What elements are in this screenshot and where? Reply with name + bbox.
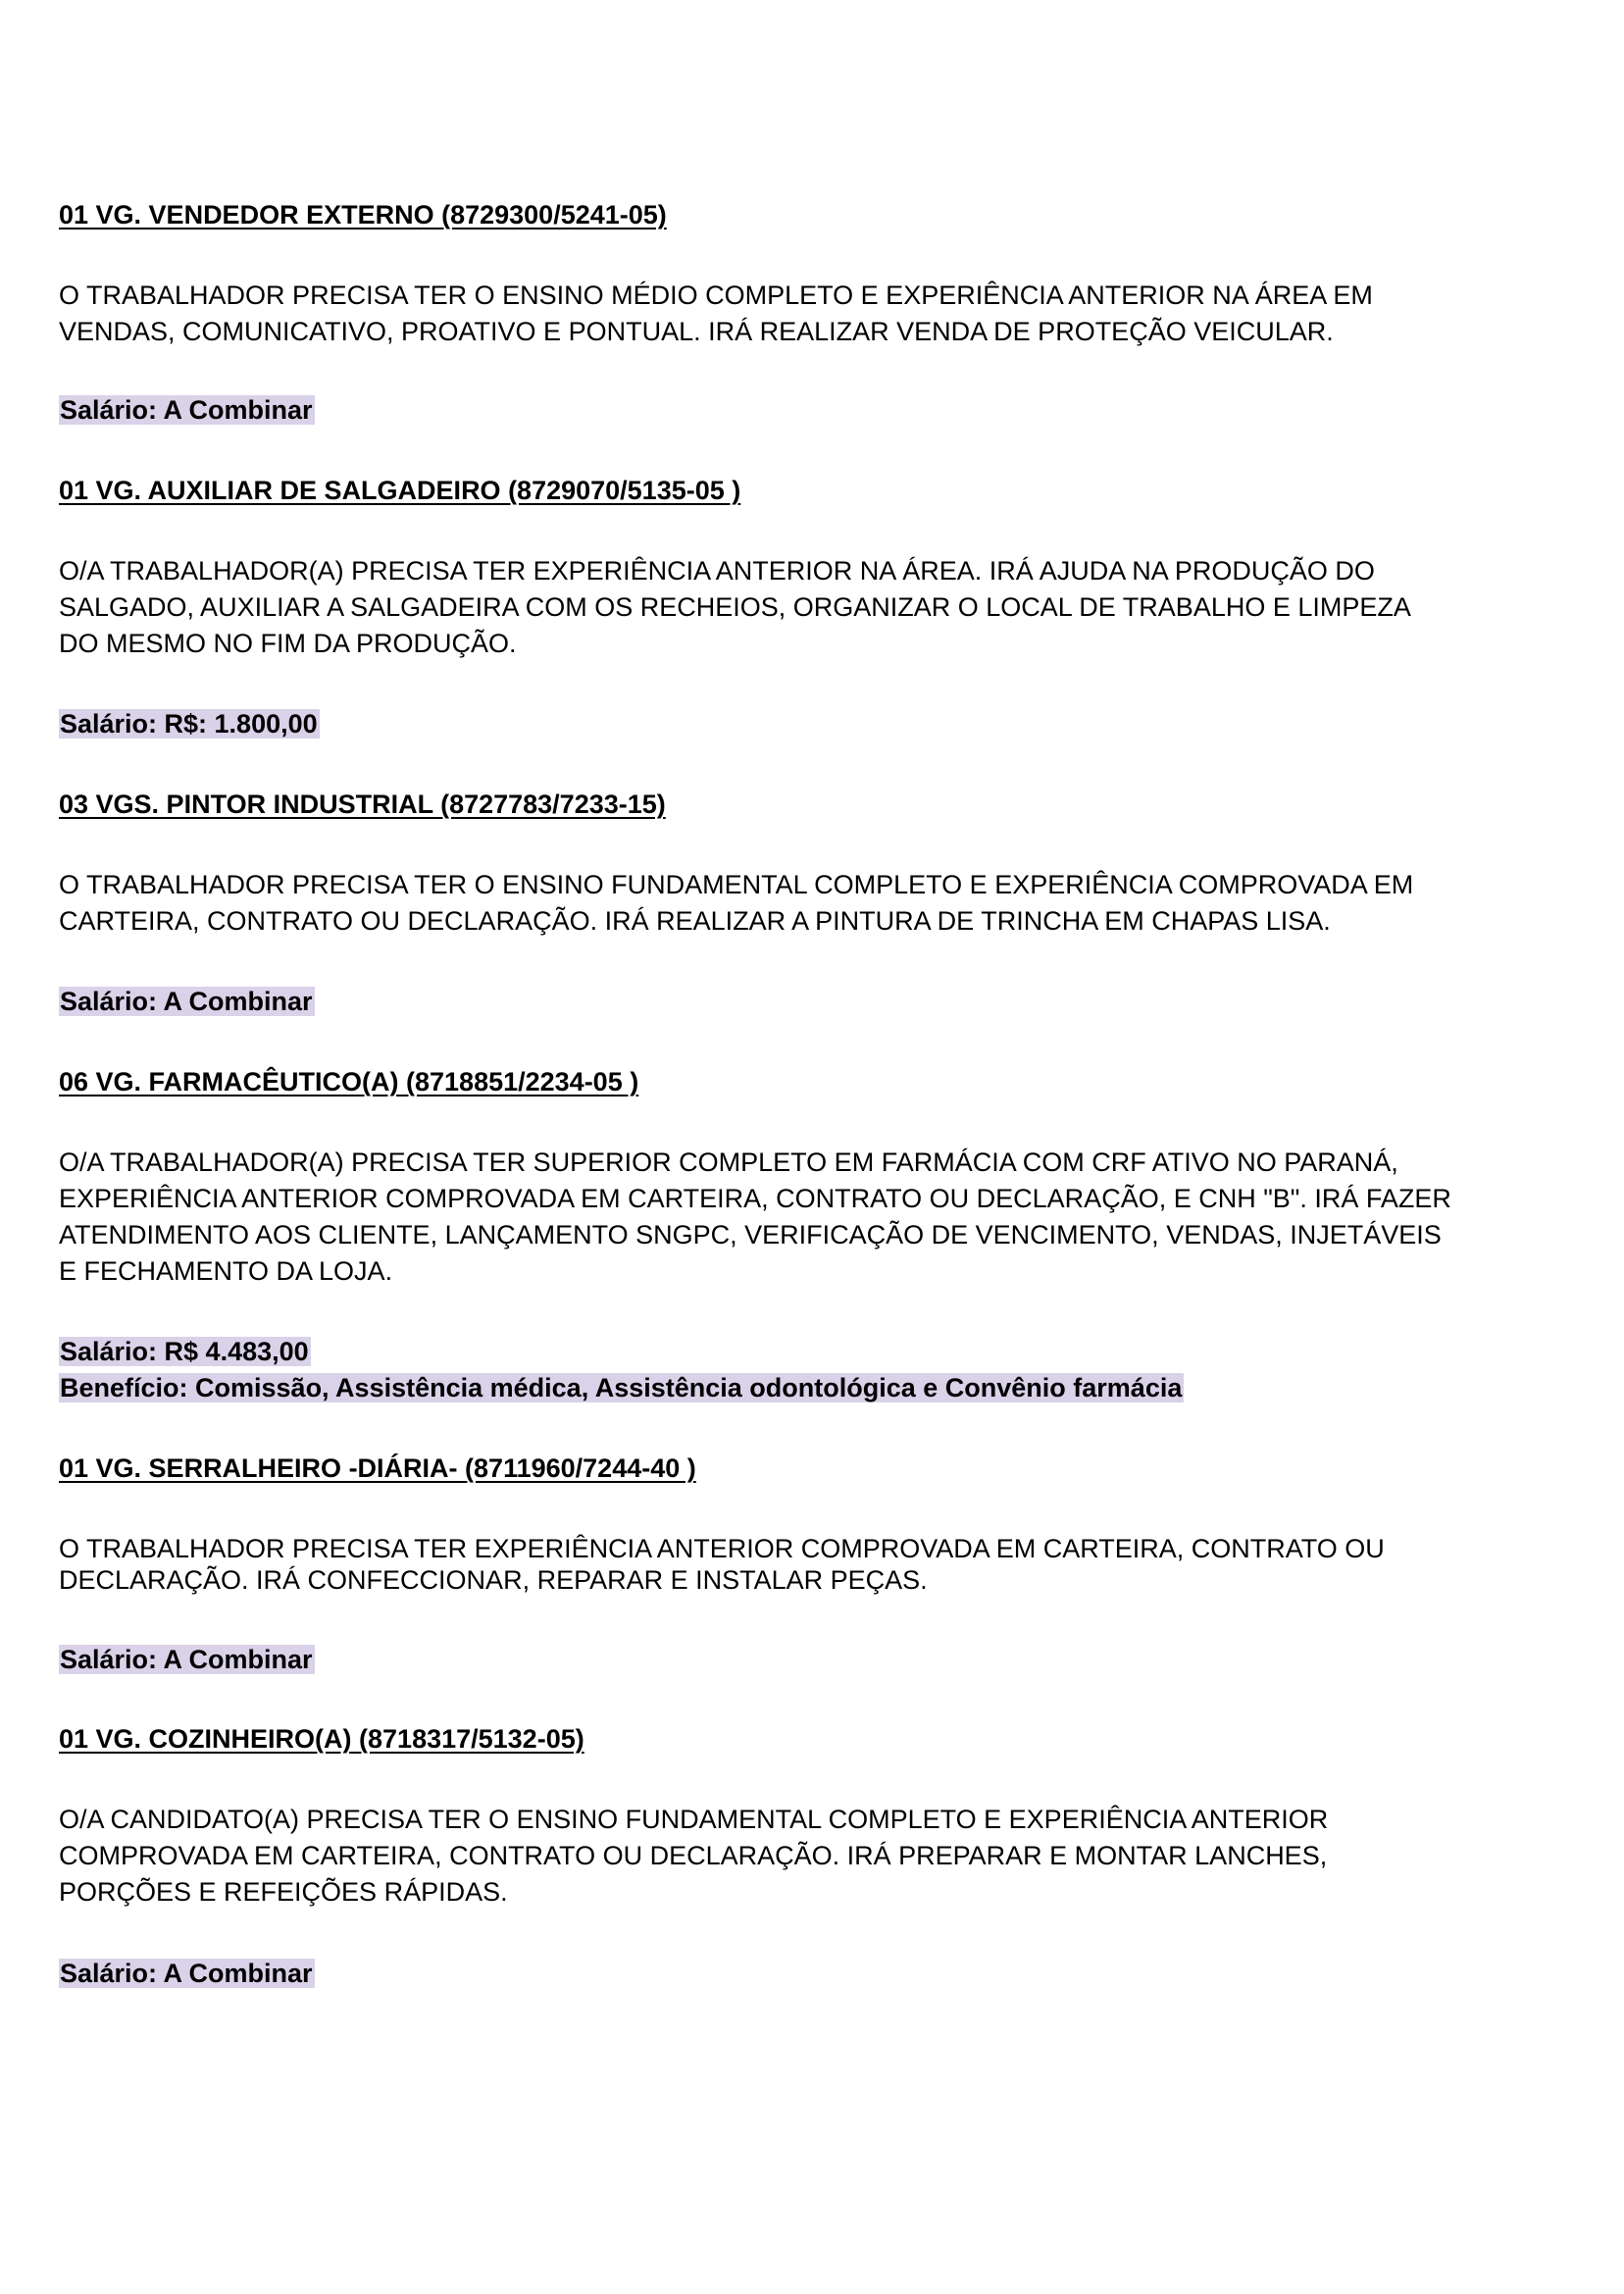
job-description-line: O TRABALHADOR PRECISA TER O ENSINO FUNDAMENTAL COMPLETO E EXPERIÊNCIA COMPROVADA EM [59,870,1414,899]
salary-label: Salário: R$: 1.800,00 [60,709,318,739]
job-title-farmaceutico: 06 VG. FARMACÊUTICO(A) (8718851/2234-05 ) [59,1067,639,1096]
job-title-serralheiro: 01 VG. SERRALHEIRO -DIÁRIA- (8711960/7244-40 ) [59,1453,696,1483]
job-description-line: SALGADO, AUXILIAR A SALGADEIRA COM OS RECHEIOS, ORGANIZAR O LOCAL DE TRABALHO E LIMPEZA [59,592,1411,622]
job-description-line: E FECHAMENTO DA LOJA. [59,1256,393,1286]
job-title-pintor-industrial: 03 VGS. PINTOR INDUSTRIAL (8727783/7233-15) [59,790,666,819]
job-description-line: DO MESMO NO FIM DA PRODUÇÃO. [59,629,517,658]
job-description-line: O/A TRABALHADOR(A) PRECISA TER SUPERIOR COMPLETO EM FARMÁCIA COM CRF ATIVO NO PARANÁ, [59,1147,1398,1177]
job-description-line: O/A CANDIDATO(A) PRECISA TER O ENSINO FUNDAMENTAL COMPLETO E EXPERIÊNCIA ANTERIOR [59,1805,1329,1834]
job-title-auxiliar-de-salgadeiro: 01 VG. AUXILIAR DE SALGADEIRO (8729070/5135-05 ) [59,476,741,505]
job-description-line: VENDAS, COMUNICATIVO, PROATIVO E PONTUAL. IRÁ REALIZAR VENDA DE PROTEÇÃO VEICULAR. [59,317,1334,346]
job-title-vendedor-externo: 01 VG. VENDEDOR EXTERNO (8729300/5241-05) [59,200,667,229]
job-description-line: CARTEIRA, CONTRATO OU DECLARAÇÃO. IRÁ REALIZAR A PINTURA DE TRINCHA EM CHAPAS LISA. [59,906,1331,936]
job-description-line: ATENDIMENTO AOS CLIENTE, LANÇAMENTO SNGPC, VERIFICAÇÃO DE VENCIMENTO, VENDAS, INJETÁVEIS [59,1220,1442,1249]
job-description-line: O TRABALHADOR PRECISA TER O ENSINO MÉDIO COMPLETO E EXPERIÊNCIA ANTERIOR NA ÁREA EM [59,280,1373,310]
salary-label: Salário: A Combinar [60,987,313,1016]
salary-label: Salário: A Combinar [60,395,313,425]
benefit-label: Benefício: Comissão, Assistência médica, Assistência odontológica e Convênio farmácia [60,1373,1183,1402]
job-description-line: O TRABALHADOR PRECISA TER EXPERIÊNCIA ANTERIOR COMPROVADA EM CARTEIRA, CONTRATO OU [59,1534,1385,1563]
job-description-line: DECLARAÇÃO. IRÁ CONFECCIONAR, REPARAR E INSTALAR PEÇAS. [59,1565,928,1595]
job-description-line: PORÇÕES E REFEIÇÕES RÁPIDAS. [59,1877,508,1907]
job-description-line: COMPROVADA EM CARTEIRA, CONTRATO OU DECLARAÇÃO. IRÁ PREPARAR E MONTAR LANCHES, [59,1841,1328,1870]
job-description-line: O/A TRABALHADOR(A) PRECISA TER EXPERIÊNCIA ANTERIOR NA ÁREA. IRÁ AJUDA NA PRODUÇÃO DO [59,556,1375,586]
salary-label: Salário: A Combinar [60,1959,313,1988]
salary-label: Salário: A Combinar [60,1645,313,1674]
salary-label: Salário: R$ 4.483,00 [60,1337,309,1366]
job-description-line: EXPERIÊNCIA ANTERIOR COMPROVADA EM CARTEIRA, CONTRATO OU DECLARAÇÃO, E CNH "B". IRÁ FAZER [59,1184,1451,1213]
job-title-cozinheiro: 01 VG. COZINHEIRO(A) (8718317/5132-05) [59,1724,584,1754]
